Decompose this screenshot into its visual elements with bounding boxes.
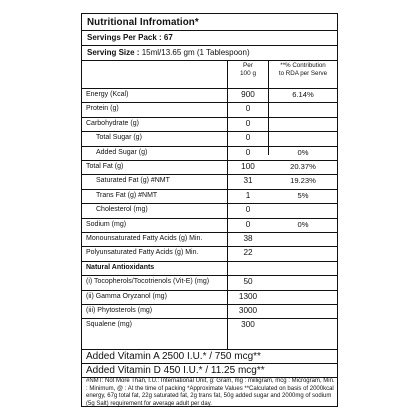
- row-value: 300: [241, 320, 255, 330]
- row-divider: [82, 304, 337, 305]
- row-value: 0: [245, 205, 251, 215]
- row-divider: [82, 203, 337, 204]
- row-value: 50: [243, 277, 253, 287]
- row-label: Total Sugar (g): [96, 134, 142, 142]
- row-value: 0: [245, 219, 251, 229]
- row-label: Trans Fat (g) #NMT: [96, 191, 158, 199]
- row-label: Natural Antioxidants: [86, 263, 155, 271]
- serving-size-value: 15ml/13.65 gm (1 Tablespoon): [141, 48, 250, 57]
- row-divider: [82, 318, 337, 319]
- row-rda: 20.37%: [290, 162, 316, 171]
- row-divider: [82, 160, 337, 161]
- row-divider: [82, 131, 337, 132]
- row-label: (i) Tocopherols/Tocotrienols (Vit-E) (mg): [86, 278, 210, 286]
- servings-per-pack: Servings Per Pack : 67: [87, 33, 173, 42]
- row-divider: [82, 261, 337, 262]
- row-value: 38: [243, 234, 253, 243]
- row-value: 0: [245, 104, 251, 114]
- row-divider: [82, 117, 337, 118]
- row-divider: [82, 246, 337, 247]
- row-label: Monounsaturated Fatty Acids (g) Min.: [86, 235, 203, 242]
- row-divider: [82, 189, 337, 190]
- row-rda: 5%: [297, 190, 309, 200]
- nutrition-panel: [81, 13, 338, 407]
- row-label: Polyunsaturated Fatty Acids (g) Min.: [86, 249, 199, 257]
- serving-size-label: Serving Size :: [87, 48, 140, 57]
- column-header-rda: **% Contribution to RDA per Serve: [278, 62, 328, 77]
- row-divider: [82, 102, 337, 103]
- row-label: Cholesterol (mg): [96, 206, 148, 214]
- row-value: 0: [245, 133, 251, 143]
- row-label: (ii) Gamma Oryzanol (mg): [86, 292, 167, 300]
- row-label: Saturated Fat (g) #NMT: [96, 177, 170, 185]
- row-value: 0: [245, 147, 251, 157]
- vitamin-a-line: Added Vitamin A 2500 I.U.* / 750 mcg**: [86, 351, 261, 362]
- row-rda: 19.23%: [290, 176, 316, 186]
- footnotes: #NMT: Not More Than, I.U.: International Unit, g: Gram, mg : milligram, mcg : Microgram, Min. : Minimum, @ : At the time of packing *Approximate Values **Calculated on basis of 2000kcal energy, 67g total fat, 22g saturated fat, 2g trans fat, 50g added sugar and 2000mg of sodium (5g Salt) requirement for average adult per day.: [86, 378, 335, 407]
- row-label: Protein (g): [86, 105, 119, 113]
- row-value: 0: [245, 118, 251, 128]
- row-divider: [82, 146, 337, 147]
- row-label: (iii) Phytosterols (mg): [86, 307, 153, 314]
- nutrient-table: [82, 14, 337, 406]
- row-rda: 0%: [297, 219, 309, 229]
- divider: [82, 363, 337, 364]
- row-value: 1300: [238, 291, 258, 301]
- row-label: Total Fat (g): [86, 163, 124, 170]
- row-divider: [82, 290, 337, 291]
- divider: [82, 349, 337, 350]
- column-header-per100g: Per 100 g: [240, 62, 256, 77]
- row-rda: 6.14%: [292, 90, 314, 99]
- row-divider: [82, 232, 337, 233]
- row-label: Energy (Kcal): [86, 91, 129, 98]
- row-label: Squalene (mg): [86, 321, 132, 329]
- panel-title: Nutritional Infromation*: [87, 17, 199, 28]
- row-label: Sodium (mg): [86, 220, 127, 228]
- row-divider: [82, 275, 337, 276]
- row-value: 22: [243, 248, 253, 258]
- row-divider: [82, 174, 337, 175]
- row-value: 900: [241, 90, 255, 99]
- row-rda: 0%: [297, 147, 309, 157]
- row-value: 1: [245, 190, 251, 200]
- row-label: Added Sugar (g): [96, 148, 148, 156]
- row-value: 31: [243, 176, 253, 186]
- row-divider: [82, 218, 337, 219]
- row-value: 3000: [238, 306, 258, 315]
- vitamin-d-line: Added Vitamin D 450 I.U.* / 11.25 mcg**: [86, 365, 265, 376]
- row-value: 100: [241, 162, 255, 171]
- row-label: Carbohydrate (g): [86, 119, 139, 127]
